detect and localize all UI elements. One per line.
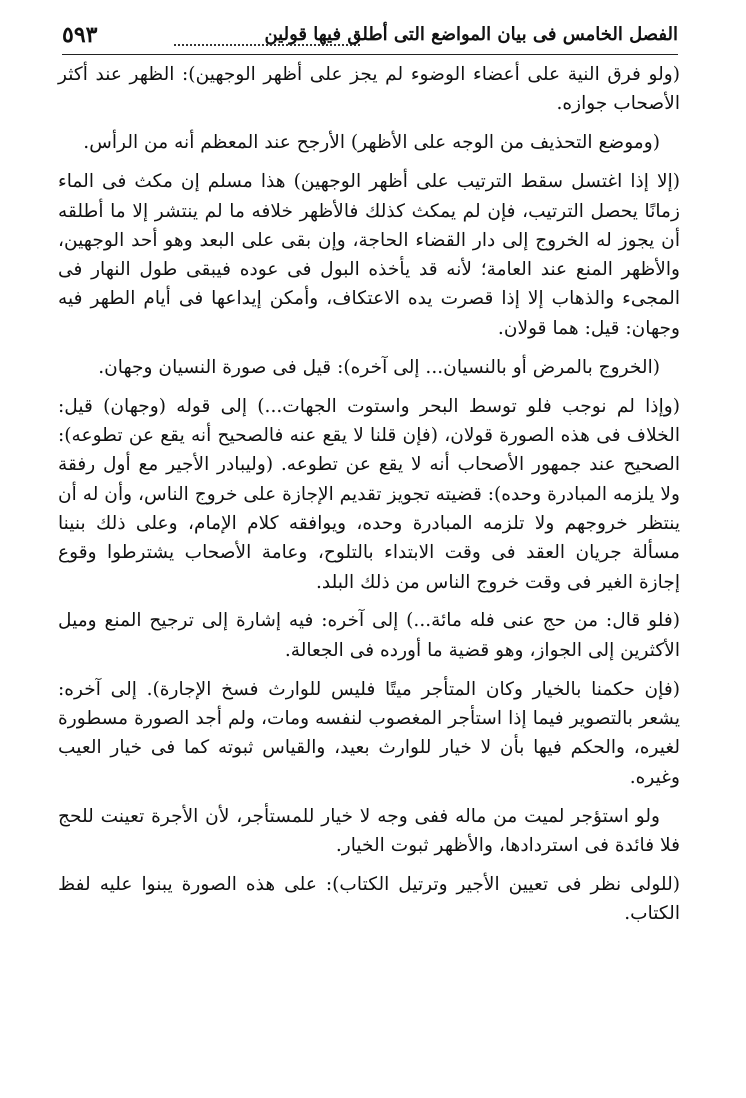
chapter-title: الفصل الخامس فى بيان المواضع التى أطلق فيها قولين [264,24,678,45]
paragraph: (وإذا لم نوجب فلو توسط البحر واستوت الجهات...) إلى قوله (وجهان) قيل: الخلاف فى هذه الصورة قولان، (فإن قلنا لا يقع عنه فالصحيح أنه يقع عن تطوعه): الصحيح عند جمهور الأصحاب أنه لا يقع عن تطوعه. (وليبادر الأجير مع أول رفقة ولا يلزمه المبادرة وحده): قضيته تجويز تقديم الإجازة على خروج الناس، وأن له أن ينتظر خروجهم ولا تلزمه المبادرة وحده، ويوافقه كلام الإمام، وعلى ذلك بنينا مسألة جريان العقد فى وقت الابتداء بالتلوح، وعامة الأصحاب يشترطوا وقوع إجازة الغير فى وقت خروج الناس من ذلك البلد. [58,395,680,593]
paragraph: (فإن حكمنا بالخيار وكان المتأجر ميتًا فليس للوارث فسخ الإجارة). إلى آخره: يشعر بالتصوير فيما إذا استأجر المغصوب لنفسه ومات، ولم أجد الصورة مسطورة لغيره، والحكم فيها بأن لا خيار للوارث بعيد، والقياس ثبوته كما فى خيار العيب وغيره. [58,678,680,788]
paragraph: ولو استؤجر لميت من ماله ففى وجه لا خيار للمستأجر، لأن الأجرة تعينت للحج فلا فائدة فى استردادها، والأظهر ثبوت الخيار. [58,805,680,856]
paragraph: (فلو قال: من حج عنى فله مائة...) إلى آخره: فيه إشارة إلى ترجيح المنع وميل الأكثرين إلى الجواز، وهو قضية ما أورده فى الجعالة. [58,610,680,661]
page-number: ٥٩٣ [62,22,98,48]
paragraph: (إلا إذا اغتسل سقط الترتيب على أظهر الوجهين) هذا مسلم إن مكث فى الماء زمانًا يحصل الترتيب، فإن لم يمكث كذلك فالأظهر خلافه ما لم ينتشر إلا ما أطلقه أن يجوز له الخروج إلى دار القضاء الحاجة، وإن بقى على البعد وهو أحد الوجهين، والأظهر المنع عند العامة؛ لأنه قد يأخذه البول فى عوده فيبقى طول النهار فى المجىء والذهاب إلا إذا قصرت يده الاعتكاف، وأمكن إيداعها فى أيام الطهر فيه وجهان: قيل: هما قولان. [58,171,680,339]
page-body [58,60,680,938]
paragraph: (للولى نظر فى تعيين الأجير وترتيل الكتاب): على هذه الصورة يبنوا عليه لفظ الكتاب. [58,873,680,925]
paragraph: (ولو فرق النية على أعضاء الوضوء لم يجز على أظهر الوجهين): الظهر عند أكثر الأصحاب جوازه. [58,64,680,115]
paragraph: (وموضع التحذيف من الوجه على الأظهر) الأرجح عند المعظم أنه من الرأس. [83,132,660,154]
paragraph: (الخروج بالمرض أو بالنسيان... إلى آخره): قيل فى صورة النسيان وجهان. [98,356,660,378]
running-header [62,20,678,55]
leader-dots [174,20,360,46]
